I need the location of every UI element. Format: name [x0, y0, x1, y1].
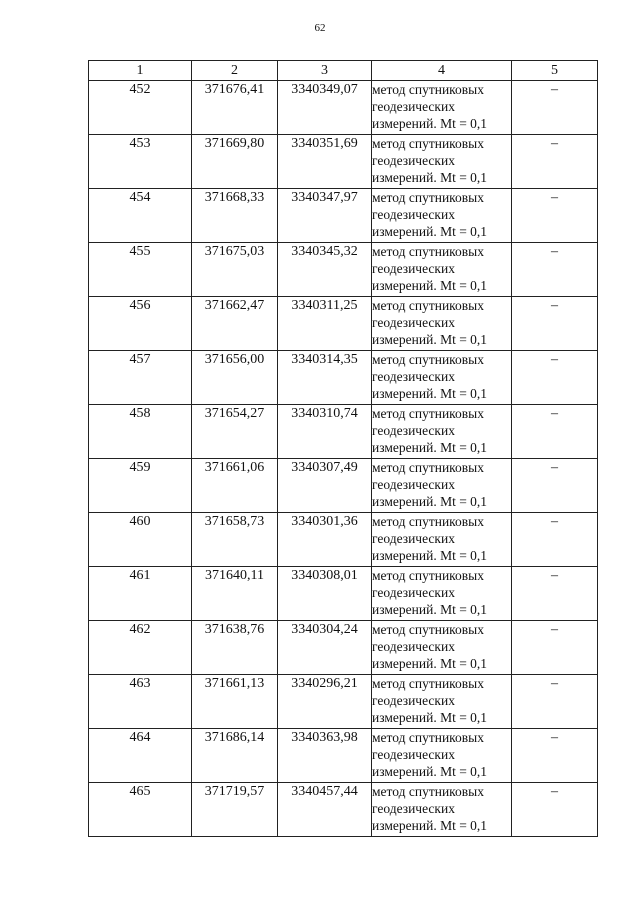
- method-cell: метод спутниковых геодезических измерений. Mt = 0,1: [372, 351, 512, 405]
- method-cell: метод спутниковых геодезических измерений. Mt = 0,1: [372, 135, 512, 189]
- y-coordinate-cell: 3340304,24: [278, 621, 372, 675]
- x-coordinate-cell: 371669,80: [192, 135, 278, 189]
- point-number-cell: 455: [89, 243, 192, 297]
- x-coordinate-cell: 371676,41: [192, 81, 278, 135]
- y-coordinate-cell: 3340310,74: [278, 405, 372, 459]
- table-body: [89, 81, 598, 837]
- y-coordinate-cell: 3340457,44: [278, 783, 372, 837]
- note-cell: –: [512, 459, 598, 513]
- y-coordinate-cell: 3340345,32: [278, 243, 372, 297]
- table-row: [89, 567, 598, 621]
- method-cell: метод спутниковых геодезических измерений. Mt = 0,1: [372, 243, 512, 297]
- note-cell: –: [512, 189, 598, 243]
- method-cell: метод спутниковых геодезических измерений. Mt = 0,1: [372, 405, 512, 459]
- method-cell: метод спутниковых геодезических измерений. Mt = 0,1: [372, 189, 512, 243]
- x-coordinate-cell: 371675,03: [192, 243, 278, 297]
- table-row: [89, 459, 598, 513]
- method-cell: метод спутниковых геодезических измерений. Mt = 0,1: [372, 81, 512, 135]
- note-cell: –: [512, 513, 598, 567]
- method-cell: метод спутниковых геодезических измерений. Mt = 0,1: [372, 297, 512, 351]
- y-coordinate-cell: 3340351,69: [278, 135, 372, 189]
- x-coordinate-cell: 371661,06: [192, 459, 278, 513]
- point-number-cell: 460: [89, 513, 192, 567]
- y-coordinate-cell: 3340311,25: [278, 297, 372, 351]
- point-number-cell: 458: [89, 405, 192, 459]
- x-coordinate-cell: 371656,00: [192, 351, 278, 405]
- table-row: [89, 297, 598, 351]
- y-coordinate-cell: 3340308,01: [278, 567, 372, 621]
- method-cell: метод спутниковых геодезических измерений. Mt = 0,1: [372, 621, 512, 675]
- method-cell: метод спутниковых геодезических измерений. Mt = 0,1: [372, 783, 512, 837]
- table-row: [89, 81, 598, 135]
- header-row: [89, 61, 598, 81]
- point-number-cell: 461: [89, 567, 192, 621]
- table-row: [89, 783, 598, 837]
- table-row: [89, 135, 598, 189]
- method-cell: метод спутниковых геодезических измерений. Mt = 0,1: [372, 729, 512, 783]
- y-coordinate-cell: 3340349,07: [278, 81, 372, 135]
- note-cell: –: [512, 783, 598, 837]
- point-number-cell: 457: [89, 351, 192, 405]
- point-number-cell: 465: [89, 783, 192, 837]
- point-number-cell: 462: [89, 621, 192, 675]
- note-cell: –: [512, 621, 598, 675]
- table-row: [89, 243, 598, 297]
- column-header: 5: [512, 61, 598, 81]
- note-cell: –: [512, 135, 598, 189]
- note-cell: –: [512, 243, 598, 297]
- x-coordinate-cell: 371668,33: [192, 189, 278, 243]
- note-cell: –: [512, 675, 598, 729]
- y-coordinate-cell: 3340307,49: [278, 459, 372, 513]
- x-coordinate-cell: 371719,57: [192, 783, 278, 837]
- note-cell: –: [512, 297, 598, 351]
- table-row: [89, 351, 598, 405]
- page-number: 62: [314, 22, 326, 34]
- y-coordinate-cell: 3340296,21: [278, 675, 372, 729]
- note-cell: –: [512, 81, 598, 135]
- point-number-cell: 464: [89, 729, 192, 783]
- table-row: [89, 729, 598, 783]
- y-coordinate-cell: 3340301,36: [278, 513, 372, 567]
- table-row: [89, 621, 598, 675]
- column-header: 3: [278, 61, 372, 81]
- note-cell: –: [512, 567, 598, 621]
- column-header: 1: [89, 61, 192, 81]
- point-number-cell: 452: [89, 81, 192, 135]
- method-cell: метод спутниковых геодезических измерений. Mt = 0,1: [372, 513, 512, 567]
- table-row: [89, 675, 598, 729]
- column-header: 4: [372, 61, 512, 81]
- y-coordinate-cell: 3340314,35: [278, 351, 372, 405]
- x-coordinate-cell: 371654,27: [192, 405, 278, 459]
- x-coordinate-cell: 371638,76: [192, 621, 278, 675]
- method-cell: метод спутниковых геодезических измерений. Mt = 0,1: [372, 567, 512, 621]
- x-coordinate-cell: 371658,73: [192, 513, 278, 567]
- method-cell: метод спутниковых геодезических измерений. Mt = 0,1: [372, 675, 512, 729]
- point-number-cell: 456: [89, 297, 192, 351]
- table-row: [89, 513, 598, 567]
- note-cell: –: [512, 405, 598, 459]
- method-cell: метод спутниковых геодезических измерений. Mt = 0,1: [372, 459, 512, 513]
- x-coordinate-cell: 371661,13: [192, 675, 278, 729]
- y-coordinate-cell: 3340363,98: [278, 729, 372, 783]
- x-coordinate-cell: 371662,47: [192, 297, 278, 351]
- table-row: [89, 405, 598, 459]
- note-cell: –: [512, 729, 598, 783]
- coordinates-table: [88, 60, 598, 837]
- point-number-cell: 453: [89, 135, 192, 189]
- table-row: [89, 189, 598, 243]
- point-number-cell: 454: [89, 189, 192, 243]
- y-coordinate-cell: 3340347,97: [278, 189, 372, 243]
- note-cell: –: [512, 351, 598, 405]
- column-header: 2: [192, 61, 278, 81]
- point-number-cell: 459: [89, 459, 192, 513]
- point-number-cell: 463: [89, 675, 192, 729]
- x-coordinate-cell: 371686,14: [192, 729, 278, 783]
- x-coordinate-cell: 371640,11: [192, 567, 278, 621]
